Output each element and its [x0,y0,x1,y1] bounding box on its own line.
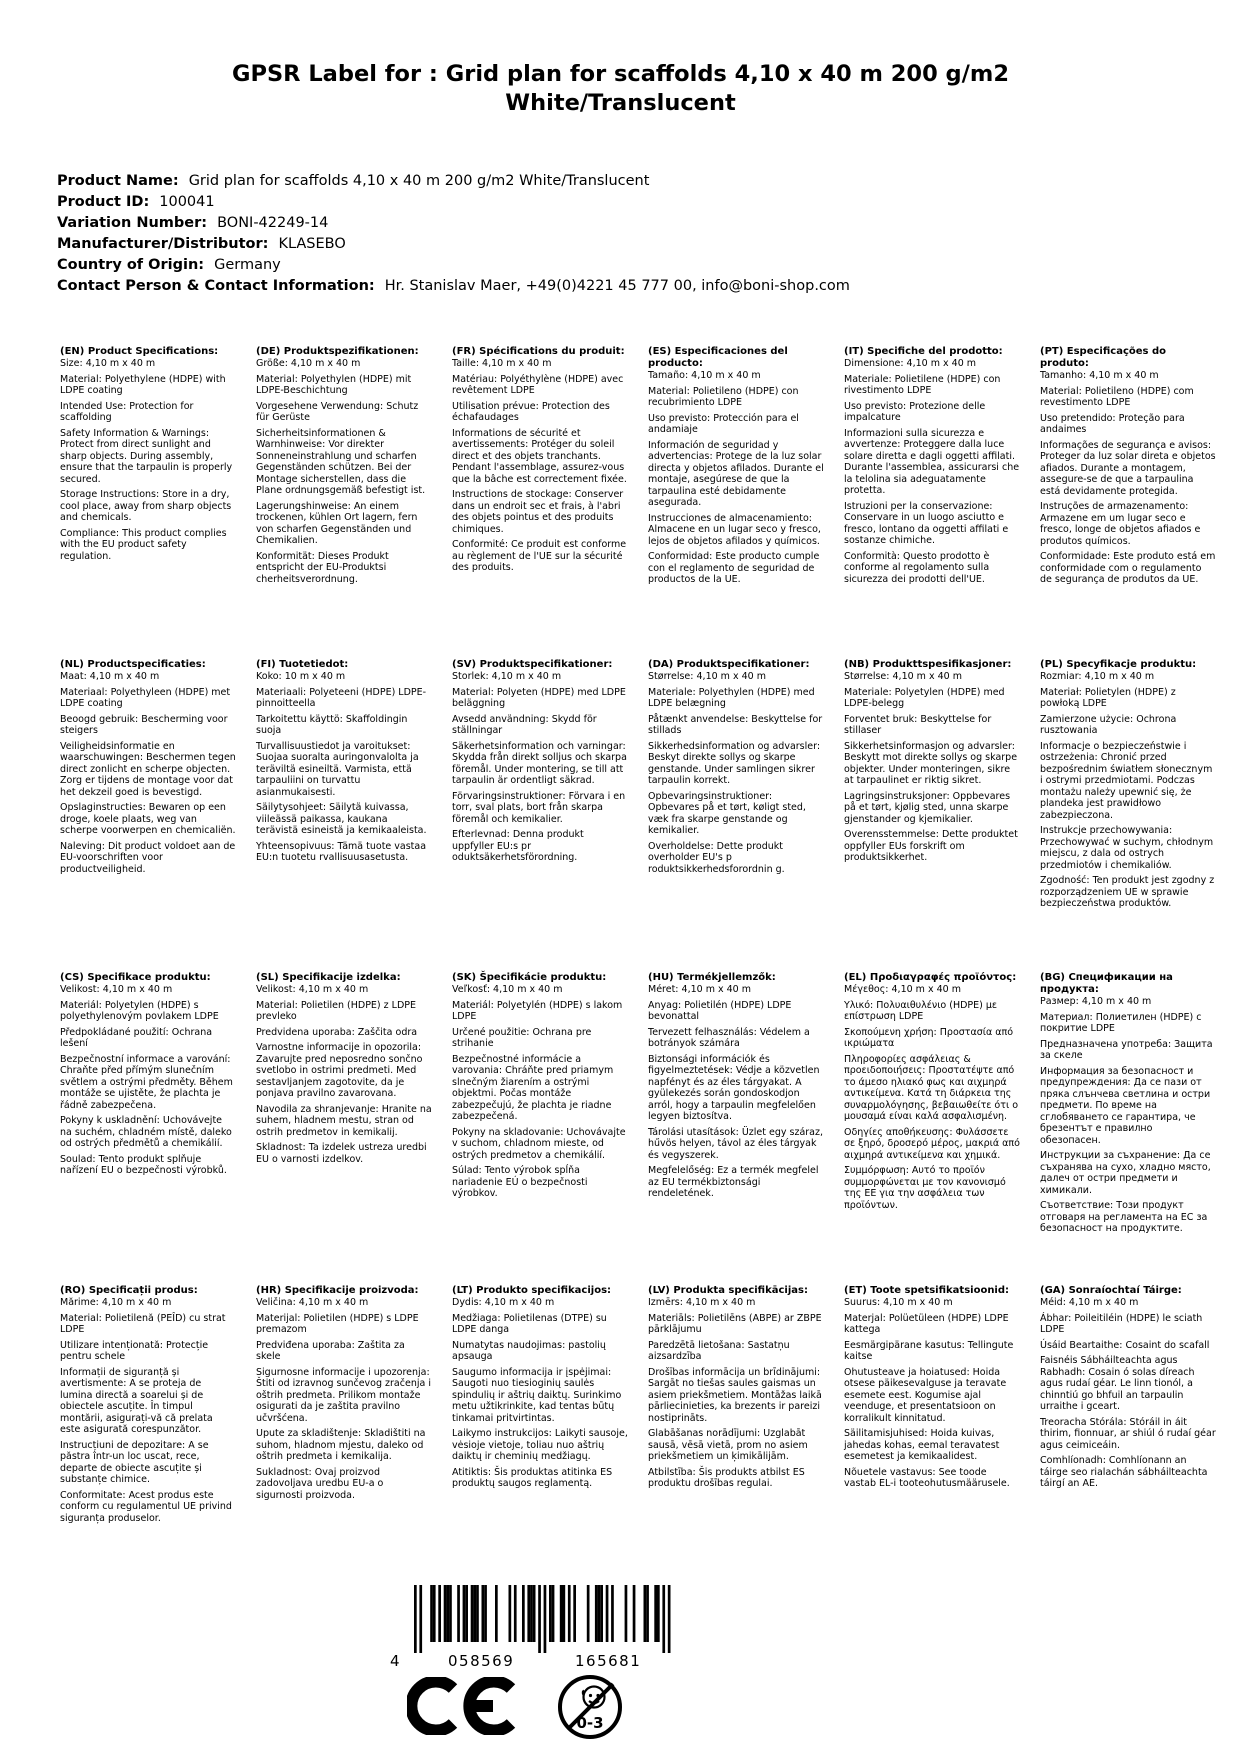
product-info-label: Contact Person & Contact Information: [57,278,375,294]
lang-block-paragraph: Zamierzone użycie: Ochrona rusztowania [1040,713,1177,736]
page-title [0,60,1241,118]
lang-block-paragraph: Laikymo instrukcijos: Laikyti sausoje, vėsioje vietoje, toliau nuo aštrių daiktų ir cheminių medžiagų. [452,1428,628,1462]
lang-block-fr [452,346,648,659]
lang-block-paragraph: Material: Polietilenă (PEÎD) cu strat LDPE [60,1312,226,1335]
lang-block-paragraph: Συμμόρφωση: Αυτό το προϊόν συμμορφώνεται με τον κανονισμό της ΕΕ για την ασφάλεια των προϊόντων. [844,1165,1006,1211]
lang-block-paragraph: Efterlevnad: Denna produkt uppfyller EU:s pr oduktsäkerhetsförordning. [452,829,584,863]
lang-block-paragraph: Материал: Полиетилен (HDPE) с покритие LDPE [1040,1011,1202,1034]
lang-block-paragraph: Materjal: Polüetüleen (HDPE) LDPE kattega [844,1312,1009,1335]
lang-block-paragraph: Σκοπούμενη χρήση: Προστασία από ικριώματα [844,1026,1014,1049]
lang-block-paragraph: Información de seguridad y advertencias: Protege de la luz solar directa y objetos afilados. Durante el montaje, asegúrese de que la tarpaulina esté debidamente asegurada. [648,439,824,508]
lang-block-paragraph: Nõuetele vastavus: See toode vastab EL-i tooteohutusmäärusele. [844,1466,1010,1489]
lang-block-paragraph: Materiaal: Polyethyleen (HDPE) met LDPE coating [60,686,231,709]
lang-block-paragraph: Izmērs: 4,10 m x 40 m [648,1297,756,1308]
lang-block-paragraph: Υλικό: Πολυαιθυλένιο (HDPE) με επίστρωση LDPE [844,999,998,1022]
lang-block-paragraph: Saugumo informacija ir įspėjimai: Saugoti nuo tiesioginių saulės spindulių ir aštrių daiktų. Surinkimo metu užtikrinkite, kad tentas būtų tinkamai pritvirtintas. [452,1366,622,1424]
lang-block-heading: (PL) Specyfikacje produktu: [1040,659,1197,670]
lang-block-paragraph: Turvallisuustiedot ja varoitukset: Suojaa suoralta auringonvalolta ja teräviltä esineiltä. Varmista, että tarpauliini on turvattu asianmukaisesti. [256,740,419,798]
lang-block-paragraph: Zgodność: Ten produkt jest zgodny z rozporządzeniem UE w sprawie bezpieczeństwa produktów. [1040,875,1215,909]
lang-block-hu [648,972,844,1285]
lang-block-paragraph: Comhlíonadh: Comhlíonann an táirge seo rialachán sábháilteachta táirgí an AE. [1040,1455,1208,1489]
lang-block-paragraph: Tarkoitettu käyttö: Skaffoldingin suoja [256,713,408,736]
lang-block-paragraph: Materiāls: Polietilēns (ABPE) ar ZBPE pārklājumu [648,1312,822,1335]
lang-block-paragraph: Avsedd användning: Skydd för ställningar [452,713,597,736]
lang-block-paragraph: Predviđena uporaba: Zaštita za skele [256,1339,405,1362]
lang-block-paragraph: Treoracha Stórála: Stóráil in áit thirim, fionnuar, ar shiúl ó rudaí géar agus ceimiceáin. [1040,1416,1216,1451]
lang-block-paragraph: Conformité: Ce produit est conforme au règlement de l'UE sur la sécurité des produits. [452,539,627,573]
lang-block-heading: (SL) Specifikacije izdelka: [256,972,401,983]
product-info-row [57,255,850,276]
lang-block-paragraph: Säkerhetsinformation och varningar: Skydda från direkt solljus och skarpa föremål. Under montering, se till att tarpaulin är ordentligt säkrad. [452,740,627,786]
lang-block-heading: (RO) Specificații produs: [60,1285,198,1296]
lang-block-paragraph: Forventet bruk: Beskyttelse for stillaser [844,713,992,736]
lang-block-paragraph: Uso pretendido: Proteção para andaimes [1040,412,1185,435]
lang-block-paragraph: Yhteensopivuus: Tämä tuote vastaa EU:n tuotetu rvallisuusasetusta. [256,840,427,863]
lang-block-paragraph: Säilitamisjuhised: Hoida kuivas, jahedas kohas, eemal teravatest esemetest ja kemikaalidest. [844,1428,1000,1462]
lang-block-paragraph: Určené použitie: Ochrana pre strihanie [452,1026,592,1049]
lang-block-paragraph: Úsáid Beartaithe: Cosaint do scafall [1040,1339,1210,1351]
lang-block-paragraph: Utilizare intenționată: Protecție pentru schele [60,1339,209,1362]
lang-block-paragraph: Beoogd gebruik: Bescherming voor steigers [60,713,228,736]
lang-block-paragraph: Material: Polyethylene (HDPE) with LDPE coating [60,373,226,396]
lang-block-heading: (GA) Sonraíochtaí Táirge: [1040,1285,1182,1296]
lang-block-es [648,346,844,659]
lang-block-paragraph: Materiale: Polyetylen (HDPE) med LDPE-belegg [844,686,1005,709]
lang-block-paragraph: Méret: 4,10 m x 40 m [648,984,751,995]
lang-block-paragraph: Ábhar: Poileitiléin (HDPE) le sciath LDPE [1040,1312,1203,1335]
lang-block-paragraph: Bezpečnostní informace a varování: Chraňte před přímým slunečním světlem a ostrými předměty. Během montáže se ujistěte, že plachta je řádně zabezpečena. [60,1053,233,1111]
lang-block-heading: (CS) Specifikace produktu: [60,972,211,983]
lang-block-paragraph: Méid: 4,10 m x 40 m [1040,1297,1139,1308]
lang-block-paragraph: Conformità: Questo prodotto è conforme al regolamento sulla sicurezza dei prodotti dell'UE. [844,550,990,585]
page-title-line1: GPSR Label for : Grid plan for scaffolds 4,10 x 40 m 200 g/m2 [232,61,1009,87]
lang-block-paragraph: Størrelse: 4,10 m x 40 m [648,671,766,682]
lang-block-paragraph: Velikost: 4,10 m x 40 m [60,984,173,995]
lang-block-paragraph: Naleving: Dit product voldoet aan de EU-voorschriften voor productveiligheid. [60,840,236,875]
lang-block-paragraph: Tamaño: 4,10 m x 40 m [648,370,761,381]
lang-block-paragraph: Atbilstība: Šis produkts atbilst ES produktu drošības regulai. [648,1466,805,1489]
lang-block-paragraph: Informații de siguranță și avertismente: A se proteja de lumina directă a soarelui și de obiectele ascuțite. În timpul montării, asigurați-vă că prelata este asigurată corespunzător. [60,1366,213,1435]
product-info-row [57,171,850,192]
lang-block-paragraph: Materiál: Polyetylen (HDPE) s polyethylenovým povlakem LDPE [60,999,219,1022]
lang-block-paragraph: Informacje o bezpieczeństwie i ostrzeżenia: Chronić przed bezpośrednim światłem słonecznym i ostrymi przedmiotami. Podczas montażu należy upewnić się, że plandeka jest prawidłowo zabezpieczona. [1040,740,1213,821]
lang-block-paragraph: Materiał: Polietylen (HDPE) z powłoką LDPE [1040,686,1176,709]
lang-block-heading: (DE) Produktspezifikationen: [256,346,419,357]
lang-block-heading: (IT) Specifiche del prodotto: [844,346,1003,357]
lang-block-heading: (EL) Προδιαγραφές προϊόντος: [844,972,1017,983]
lang-block-pl [1040,659,1236,972]
lang-block-paragraph: Material: Polietileno (HDPE) con recubrimiento LDPE [648,385,799,408]
lang-block-paragraph: Anyag: Polietilén (HDPE) LDPE bevonattal [648,999,792,1022]
lang-block-paragraph: Upute za skladištenje: Skladištiti na suhom, hladnom mjestu, daleko od oštrih predmeta i kemikalija. [256,1428,426,1462]
product-info-value: Grid plan for scaffolds 4,10 x 40 m 200 g/m2 White/Translucent [188,173,650,189]
lang-block-paragraph: Informazioni sulla sicurezza e avvertenze: Proteggere dalla luce solare diretta e dagli oggetti affilati. Durante l'assemblea, assicurarsi che la telolina sia adeguatamente protetta. [844,427,1020,496]
lang-block-paragraph: Informations de sécurité et avertissements: Protéger du soleil direct et des objets tranchants. Pendant l'assemblage, assurez-vous que la bâche est correctement fixée. [452,427,627,485]
lang-block-paragraph: Lagerungshinweise: An einem trockenen, kühlen Ort lagern, fern von scharfen Gegenständen und Chemikalien. [256,500,418,546]
product-info-row [57,276,850,297]
lang-block-paragraph: Safety Information & Warnings: Protect from direct sunlight and sharp objects. During assembly, ensure that the tarpaulin is properly secured. [60,427,233,485]
lang-block-lt [452,1285,648,1598]
lang-block-paragraph: Utilisation prévue: Protection des échafaudages [452,400,610,423]
lang-block-paragraph: Skladnost: Ta izdelek ustreza uredbi EU o varnosti izdelkov. [256,1142,427,1165]
lang-block-heading: (HR) Specifikacije proizvoda: [256,1285,419,1296]
lang-block-paragraph: Materiale: Polietilene (HDPE) con rivestimento LDPE [844,373,1001,396]
lang-block-paragraph: Pokyny na skladovanie: Uchovávajte v suchom, chladnom mieste, od ostrých predmetov a chemikálií. [452,1126,626,1161]
lang-block-paragraph: Sikkerhedsinformation og advarsler: Beskyt direkte sollys og skarpe genstande. Under samlingen sikrer tarpaulin korrekt. [648,740,821,786]
lang-block-pt [1040,346,1236,659]
product-info-label: Product ID: [57,194,150,210]
lang-block-paragraph: Eesmärgipärane kasutus: Tellingute kaitse [844,1339,1014,1362]
lang-block-heading: (PT) Especificações do produto: [1040,346,1166,369]
product-info-value: KLASEBO [278,236,346,252]
lang-block-heading: (SK) Špecifikácie produktu: [452,972,607,983]
lang-block-paragraph: Πληροφορίες ασφάλειας & προειδοποιήσεις: Προστατέψτε από το άμεσο ηλιακό φως και αιχμηρά αντικείμενα. Κατά τη διάρκεια της συναρμολόγησης, βεβαιωθείτε ότι ο μουσαμά είναι καλά ασφαλισμένη. [844,1053,1019,1122]
product-info-value: Hr. Stanislav Maer, +49(0)4221 45 777 00, info@boni-shop.com [384,278,850,294]
lang-block-heading: (FR) Spécifications du produit: [452,346,625,357]
lang-block-paragraph: Dydis: 4,10 m x 40 m [452,1297,555,1308]
lang-block-paragraph: Uso previsto: Protezione delle impalcature [844,400,986,423]
lang-block-paragraph: Biztonsági információk és figyelmeztetések: Védje a közvetlen napfényt és az éles tárgyakat. A gyülekezés során gondoskodjon arról, hogy a tarpaulin megfelelően legyen biztosítva. [648,1053,820,1122]
lang-block-paragraph: Drošības informācija un brīdinājumi: Sargāt no tiešas saules gaismas un asiem priekšmetiem. Montāžas laikā pārliecinieties, ka brezents ir pareizi nostiprināts. [648,1366,822,1424]
product-info-label: Country of Origin: [57,257,205,273]
lang-block-nb [844,659,1040,972]
lang-block-paragraph: Material: Polyeten (HDPE) med LDPE beläggning [452,686,626,709]
lang-block-paragraph: Materiaali: Polyeteeni (HDPE) LDPE-pinnoitteella [256,686,427,709]
lang-block-paragraph: Storlek: 4,10 m x 40 m [452,671,562,682]
lang-block-paragraph: Rozmiar: 4,10 m x 40 m [1040,671,1155,682]
page-title-line2: White/Translucent [505,90,736,116]
lang-block-paragraph: Sigurnosne informacije i upozorenja: Štiti od izravnog sunčevog zračenja i oštrih predmeta. Prilikom montaže osigurati da je zaštita pravilno učvršćena. [256,1366,431,1424]
lang-block-paragraph: Glabāšanas norādījumi: Uzglabāt sausā, vēsā vietā, prom no asiem priekšmetiem un ķimikālijām. [648,1428,808,1462]
barcode-digit-group2: 165681 [575,1652,642,1670]
lang-block-paragraph: Informações de segurança e avisos: Proteger da luz solar direta e objetos afiados. Durante a montagem, assegure-se de que a tarpaulina está devidamente protegida. [1040,439,1216,497]
lang-block-paragraph: Instructions de stockage: Conserver dans un endroit sec et frais, à l'abri des objets pointus et des produits chimiques. [452,489,624,535]
lang-block-paragraph: Instrucciones de almacenamiento: Almacene en un lugar seco y fresco, lejos de objetos afilados y químicos. [648,512,821,547]
product-info-label: Product Name: [57,173,179,189]
lang-block-paragraph: Compliance: This product complies with the EU product safety regulation. [60,527,227,562]
lang-block-paragraph: Conformidade: Este produto está em conformidade com o regulamento de segurança de produtos da UE. [1040,551,1216,585]
lang-block-paragraph: Velikost: 4,10 m x 40 m [256,984,369,995]
lang-block-paragraph: Opslaginstructies: Bewaren op een droge, koele plaats, weg van scherpe voorwerpen en chemicaliën. [60,802,236,836]
lang-block-cs [60,972,256,1285]
lang-block-paragraph: Overensstemmelse: Dette produktet oppfyller EUs forskrift om produktsikkerhet. [844,829,1018,863]
lang-block-paragraph: Dimensione: 4,10 m x 40 m [844,358,977,369]
lang-block-paragraph: Navodila za shranjevanje: Hranite na suhem, hladnem mestu, stran od ostrih predmetov in kemikalij. [256,1103,432,1138]
lang-block-paragraph: Veľkosť: 4,10 m x 40 m [452,984,563,995]
lang-block-paragraph: Conformitate: Acest produs este conform cu regulamentul UE privind siguranța produselor. [60,1489,232,1524]
lang-block-paragraph: Materiale: Polyethylen (HDPE) med LDPE belægning [648,686,815,709]
lang-block-heading: (DA) Produktspecifikationer: [648,659,810,670]
lang-block-paragraph: Materiál: Polyetylén (HDPE) s lakom LDPE [452,999,623,1022]
lang-block-paragraph: Instrucțiuni de depozitare: A se păstra într-un loc uscat, rece, departe de obiecte ascuțite și substanțe chimice. [60,1439,209,1485]
lang-block-paragraph: Faisnéis Sábháilteachta agus Rabhadh: Cosain ó solas díreach agus rudaí géar. Le linn tionól, a chinntiú go bhfuil an tarpaulin urraithe i gceart. [1040,1355,1195,1412]
lang-block-paragraph: Material: Polietilen (HDPE) z LDPE prevleko [256,999,416,1022]
lang-block-paragraph: Varnostne informacije in opozorila: Zavarujte pred neposredno sončno svetlobo in ostrimi predmeti. Med sestavljanjem zagotovite, da je ponjava pravilno zavarovana. [256,1042,423,1099]
lang-block-paragraph: Opbevaringsinstruktioner: Opbevares på et tørt, køligt sted, væk fra skarpe genstande og kemikalier. [648,790,806,836]
lang-block-paragraph: Koko: 10 m x 40 m [256,671,346,682]
lang-block-paragraph: Tárolási utasítások: Üzlet egy száraz, hűvös helyen, távol az éles tárgyak és vegyszerek. [648,1126,823,1161]
lang-block-heading: (ES) Especificaciones del producto: [648,346,788,369]
lang-block-paragraph: Съответствие: Този продукт отговаря на регламента на ЕС за безопасност на продуктите. [1040,1200,1208,1234]
product-info-label: Variation Number: [57,215,208,231]
lang-block-paragraph: Οδηγίες αποθήκευσης: Φυλάσσετε σε ξηρό, δροσερό μέρος, μακριά από αιχμηρά αντικείμενα και χημικά. [844,1126,1020,1161]
lang-block-paragraph: Conformidad: Este producto cumple con el reglamento de seguridad de productos de la UE. [648,551,820,585]
lang-block-paragraph: Tervezett felhasználás: Védelem a botrányok számára [648,1026,810,1049]
product-info-value: BONI-42249-14 [217,215,329,231]
lang-block-paragraph: Intended Use: Protection for scaffolding [60,400,194,423]
lang-block-paragraph: Předpokládané použití: Ochrana lešení [60,1026,213,1049]
lang-block-paragraph: Soulad: Tento produkt splňuje nařízení EU o bezpečnosti výrobků. [60,1153,227,1176]
lang-block-paragraph: Overholdelse: Dette produkt overholder EU's p roduktsikkerhedsforordnin g. [648,840,785,875]
lang-block-paragraph: Medžiaga: Polietilenas (DTPE) su LDPE danga [452,1312,607,1335]
lang-block-heading: (NB) Produkttspesifikasjoner: [844,659,1012,670]
lang-block-paragraph: Påtænkt anvendelse: Beskyttelse for stillads [648,713,823,736]
lang-block-ro [60,1285,256,1598]
lang-block-paragraph: Sukladnost: Ovaj proizvod zadovoljava uredbu EU-a o sigurnosti proizvoda. [256,1466,384,1501]
lang-block-paragraph: Size: 4,10 m x 40 m [60,358,156,369]
product-info-row [57,213,850,234]
barcode-digit-lead: 4 [390,1652,402,1670]
lang-block-paragraph: Maat: 4,10 m x 40 m [60,671,160,682]
lang-block-heading: (SV) Produktspecifikationer: [452,659,613,670]
lang-block-paragraph: Предназначена употреба: Защита за скеле [1040,1038,1213,1061]
lang-block-paragraph: Информация за безопасност и предупреждения: Да се пази от пряка слънчева светлина и остри предмети. По време на сглобяването се гарантира, че брезентът е правилно обезопасен. [1040,1065,1211,1146]
lang-block-paragraph: Tamanho: 4,10 m x 40 m [1040,370,1159,381]
lang-block-paragraph: Instruções de armazenamento: Armazene em um lugar seco e fresco, longe de objetos afiados e produtos químicos. [1040,501,1201,547]
lang-block-paragraph: Konformität: Dieses Produkt entspricht der EU-Produktsi cherheitsverordnung. [256,550,389,585]
lang-block-paragraph: Bezpečnostné informácie a varovania: Chráňte pred priamym slnečným žiarením a ostrými objektmi. Počas montáže zabezpečujú, že plachta je riadne zabezpečená. [452,1053,614,1122]
lang-block-paragraph: Förvaringsinstruktioner: Förvara i en torr, sval plats, bort från skarpa föremål och kemikalier. [452,790,626,825]
lang-block-paragraph: Pokyny k uskladnění: Uchovávejte na suchém, chladném místě, daleko od ostrých předmětů a chemikálií. [60,1115,232,1149]
lang-block-lv [648,1285,844,1598]
lang-block-heading: (ET) Toote spetsifikatsioonid: [844,1285,1010,1296]
lang-block-paragraph: Ohutusteave ja hoiatused: Hoida otsese päikesevalguse ja teravate esemete eest. Kogumise ajal veenduge, et presentatsioon on korralikult kinnitatud. [844,1366,1007,1424]
lang-block-bg [1040,972,1236,1285]
lang-block-paragraph: Sicherheitsinformationen & Warnhinweise: Vor direkter Sonneneinstrahlung und scharfen Gegenständen schützen. Bei der Montage sicherstellen, dass die Plane ordnungsgemäß befestigt ist. [256,427,426,496]
lang-block-paragraph: Istruzioni per la conservazione: Conservare in un luogo asciutto e fresco, lontano da oggetti affilati e sostanze chimiche. [844,500,1009,546]
barcode-digit-group1: 058569 [448,1652,515,1670]
language-blocks-grid [60,346,1236,1598]
age-warning-0-3-icon [556,1672,624,1742]
product-info-label: Manufacturer/Distributor: [57,236,269,252]
lang-block-paragraph: Размер: 4,10 m x 40 m [1040,996,1152,1007]
lang-block-el [844,972,1040,1285]
ce-mark-icon [407,1677,519,1735]
lang-block-da [648,659,844,972]
product-info-value: Germany [214,257,281,273]
lang-block-paragraph: Storage Instructions: Store in a dry, cool place, away from sharp objects and chemicals. [60,489,232,523]
lang-block-it [844,346,1040,659]
lang-block-paragraph: Uso previsto: Protección para el andamiaje [648,412,799,435]
lang-block-paragraph: Atitiktis: Šis produktas atitinka ES produktų saugos reglamentą. [452,1466,613,1489]
lang-block-paragraph: Predvidena uporaba: Zaščita odra [256,1026,418,1038]
lang-block-paragraph: Vorgesehene Verwendung: Schutz für Gerüste [256,400,419,423]
lang-block-paragraph: Størrelse: 4,10 m x 40 m [844,671,962,682]
lang-block-paragraph: Инструкции за съхранение: Да се съхранява на сухо, хладно място, далеч от остри предмети и химикали. [1040,1150,1211,1196]
lang-block-paragraph: Säilytysohjeet: Säilytä kuivassa, viileässä paikassa, kaukana terävistä esineistä ja kemikaaleista. [256,802,427,836]
lang-block-paragraph: Sikkerhetsinformasjon og advarsler: Beskytt mot direkte sollys og skarpe objekter. Under monteringen, sikre at tarpaulinet er riktig sikret. [844,740,1018,786]
age-warning-label: 0-3 [576,1714,604,1732]
lang-block-paragraph: Μέγεθος: 4,10 m x 40 m [844,984,961,995]
lang-block-heading: (FI) Tuotetiedot: [256,659,349,670]
lang-block-ga [1040,1285,1236,1598]
product-info-row [57,192,850,213]
lang-block-paragraph: Numatytas naudojimas: pastolių apsauga [452,1339,606,1362]
product-info-row [57,234,850,255]
lang-block-paragraph: Paredzētā lietošana: Sastatņu aizsardzība [648,1339,790,1362]
lang-block-paragraph: Größe: 4,10 m x 40 m [256,358,361,369]
lang-block-paragraph: Materijal: Polietilen (HDPE) s LDPE premazom [256,1312,419,1335]
lang-block-paragraph: Veiligheidsinformatie en waarschuwingen: Beschermen tegen direct zonlicht en scherpe objecten. Zorg er tijdens de montage voor dat het dekzeil goed is bevestigd. [60,740,236,798]
barcode [390,1585,690,1675]
lang-block-paragraph: Taille: 4,10 m x 40 m [452,358,552,369]
lang-block-paragraph: Matériau: Polyéthylène (HDPE) avec revêtement LDPE [452,373,624,396]
lang-block-paragraph: Material: Polietileno (HDPE) com revestimento LDPE [1040,385,1194,408]
lang-block-sk [452,972,648,1285]
lang-block-paragraph: Suurus: 4,10 m x 40 m [844,1297,953,1308]
barcode-bars-icon [414,1585,671,1653]
lang-block-paragraph: Súlad: Tento výrobok spĺňa nariadenie EÚ o bezpečnosti výrobkov. [452,1165,588,1199]
lang-block-paragraph: Material: Polyethylen (HDPE) mit LDPE-Beschichtung [256,373,412,396]
lang-block-paragraph: Lagringsinstruksjoner: Oppbevares på et tørt, kjølig sted, unna skarpe gjenstander og kjemikalier. [844,790,1011,825]
lang-block-heading: (NL) Productspecificaties: [60,659,206,670]
lang-block-en [60,346,256,659]
lang-block-et [844,1285,1040,1598]
lang-block-heading: (EN) Product Specifications: [60,346,219,357]
lang-block-paragraph: Mărime: 4,10 m x 40 m [60,1297,172,1308]
product-info [57,171,850,297]
product-info-value: 100041 [159,194,215,210]
lang-block-heading: (HU) Termékjellemzők: [648,972,776,983]
lang-block-paragraph: Megfelelőség: Ez a termék megfelel az EU termékbiztonsági rendeletének. [648,1165,819,1199]
lang-block-nl [60,659,256,972]
lang-block-paragraph: Veličina: 4,10 m x 40 m [256,1297,369,1308]
lang-block-heading: (LV) Produkta specifikācijas: [648,1285,808,1296]
lang-block-heading: (BG) Спецификации на продукта: [1040,972,1173,995]
lang-block-sl [256,972,452,1285]
lang-block-de [256,346,452,659]
lang-block-heading: (LT) Produkto specifikacijos: [452,1285,612,1296]
lang-block-paragraph: Instrukcje przechowywania: Przechowywać w suchym, chłodnym miejscu, z dala od ostrych przedmiotów i chemikaliów. [1040,825,1214,871]
lang-block-fi [256,659,452,972]
lang-block-hr [256,1285,452,1598]
lang-block-sv [452,659,648,972]
